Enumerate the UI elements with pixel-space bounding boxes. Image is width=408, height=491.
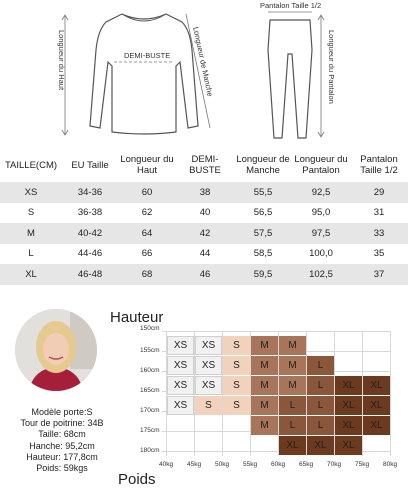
table-cell: 60	[118, 182, 176, 203]
size-cell: XS	[195, 376, 222, 395]
size-cell: L	[307, 416, 334, 435]
table-cell: S	[27, 207, 35, 219]
table-cell: 64	[118, 223, 176, 244]
table-header-cell: EU Taille	[71, 159, 109, 171]
size-cell: M	[251, 396, 278, 415]
table-cell: 56,5	[253, 207, 273, 219]
table-cell: 37	[350, 264, 408, 285]
model-info-line: Poids: 59kgs	[36, 463, 88, 474]
size-cell: XL	[335, 396, 362, 415]
size-cell: M	[251, 416, 278, 435]
table-header-cell: Longueur de Manche	[236, 154, 290, 176]
size-cell: XS	[167, 356, 194, 375]
model-info	[2, 407, 122, 474]
height-tick-label: 180cm	[140, 447, 160, 454]
table-cell: 35	[373, 248, 385, 260]
weight-tick-label: 75kg	[355, 461, 370, 468]
model-info-line: Tour de poitrine: 34B	[20, 418, 104, 429]
size-cell: XL	[307, 436, 334, 455]
poids-title: Poids	[118, 471, 156, 488]
table-header-cell: TAILLE(CM)	[4, 159, 58, 171]
table-header-cell: DEMI-BUSTE	[189, 154, 221, 176]
table-cell: M	[0, 223, 62, 244]
table-header-cell: Longueur du Haut	[120, 154, 174, 176]
height-tick-label: 150cm	[140, 325, 160, 332]
size-cell: XS	[167, 376, 194, 395]
table-cell: 29	[350, 182, 408, 203]
size-cell: XL	[335, 376, 362, 395]
table-cell: 36-38	[77, 207, 103, 219]
garment-diagram	[0, 0, 408, 148]
height-tick-label: 170cm	[140, 407, 160, 414]
size-cell: XS	[195, 356, 222, 375]
size-cell: S	[195, 396, 222, 415]
table-cell: XL	[0, 264, 62, 285]
table-header-cell: Longueur du Pantalon	[294, 154, 348, 176]
size-cell: M	[279, 336, 306, 355]
pants-outline-icon	[262, 10, 322, 140]
table-cell: 66	[141, 248, 153, 260]
size-cell: XS	[167, 396, 194, 415]
size-cell: M	[251, 376, 278, 395]
size-cell: XL	[363, 416, 390, 435]
table-header-cell: Pantalon Taille 1/2	[360, 154, 398, 176]
weight-tick-label: 65kg	[299, 461, 314, 468]
weight-tick-label: 60kg	[271, 461, 286, 468]
weight-tick-label: 50kg	[215, 461, 230, 468]
size-cell: L	[307, 376, 334, 395]
table-row	[0, 182, 408, 203]
longueur-manche-label: Longueur de Manche	[191, 26, 215, 98]
size-cell: XS	[195, 336, 222, 355]
model-photo	[15, 309, 97, 391]
model-portrait-icon	[15, 309, 97, 391]
size-table-header	[0, 148, 408, 182]
size-cell: M	[251, 356, 278, 375]
size-cell: L	[279, 416, 306, 435]
table-cell: 44-46	[77, 248, 103, 260]
table-row	[0, 203, 408, 224]
table-cell: 102,5	[292, 264, 350, 285]
table-cell: 31	[373, 207, 385, 219]
size-cell: XL	[363, 396, 390, 415]
model-info-line: Hauteur: 177,8cm	[26, 451, 98, 462]
size-table	[0, 148, 408, 285]
size-cell: XL	[279, 436, 306, 455]
table-cell: 58,5	[253, 248, 273, 260]
size-cell: XS	[167, 336, 194, 355]
longueur-haut-label: Longueur du Haut	[57, 30, 66, 91]
longueur-pantalon-label: Longueur du Pantalon	[327, 30, 336, 104]
model-info-line: Modèle porte:S	[31, 407, 93, 417]
weight-tick-label: 70kg	[327, 461, 342, 468]
table-cell: 92,5	[292, 182, 350, 203]
table-cell: 34-36	[62, 182, 118, 203]
size-cell: XL	[335, 416, 362, 435]
weight-tick-label: 80kg	[383, 461, 398, 468]
weight-tick-label: 40kg	[159, 461, 174, 468]
size-cell: XL	[335, 436, 362, 455]
pants-length-arrow-icon	[316, 14, 326, 138]
table-cell: 68	[118, 264, 176, 285]
table-row	[0, 264, 408, 285]
size-cell: S	[223, 336, 250, 355]
table-row	[0, 244, 408, 265]
height-tick-label: 155cm	[140, 347, 160, 354]
size-cell: M	[279, 376, 306, 395]
table-cell: 42	[176, 223, 234, 244]
height-tick-label: 160cm	[140, 367, 160, 374]
grid-line	[390, 331, 391, 456]
table-cell: 44	[199, 248, 211, 260]
table-cell: 59,5	[234, 264, 292, 285]
model-info-line: Hanche: 95,2cm	[29, 440, 95, 451]
table-cell: 55,5	[234, 182, 292, 203]
table-cell: L	[28, 248, 34, 260]
pantalon-taille-label: Pantalon Taille 1/2	[260, 1, 322, 10]
weight-tick-label: 55kg	[243, 461, 258, 468]
demi-buste-label: DEMI-BUSTE	[124, 51, 171, 60]
size-cell: S	[223, 376, 250, 395]
hauteur-title: Hauteur	[110, 309, 164, 326]
table-cell: 100,0	[309, 248, 333, 260]
size-cell: M	[279, 356, 306, 375]
model-info-line: Taille: 68cm	[38, 429, 86, 440]
table-cell: 40-42	[62, 223, 118, 244]
size-cell: L	[279, 396, 306, 415]
size-cell: XL	[363, 376, 390, 395]
table-cell: 95,0	[311, 207, 331, 219]
table-cell: 40	[199, 207, 211, 219]
size-cell: S	[223, 396, 250, 415]
table-cell: 97,5	[292, 223, 350, 244]
height-tick-label: 175cm	[140, 427, 160, 434]
table-cell: 46	[176, 264, 234, 285]
table-cell: 38	[176, 182, 234, 203]
size-cell: L	[307, 396, 334, 415]
size-cell: S	[223, 356, 250, 375]
table-cell: 62	[141, 207, 153, 219]
size-cell: L	[307, 356, 334, 375]
table-cell: XS	[0, 182, 62, 203]
size-cell: M	[251, 336, 278, 355]
grid-line	[162, 331, 390, 332]
table-cell: 57,5	[234, 223, 292, 244]
table-row	[0, 223, 408, 244]
weight-tick-label: 45kg	[187, 461, 202, 468]
table-cell: 33	[350, 223, 408, 244]
height-tick-label: 165cm	[140, 387, 160, 394]
table-cell: 46-48	[62, 264, 118, 285]
